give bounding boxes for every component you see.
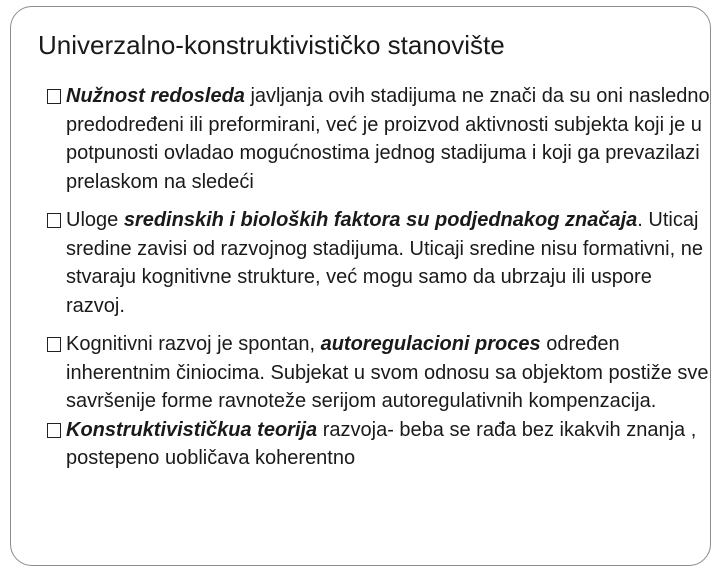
bullet-item [44,416,714,473]
bullet-item [44,206,714,320]
bullet-text: razvoja- beba se rađa bez ikakvih znanja , postepeno uobličava koherentno [66,418,697,469]
bullet-text-emphasis: sredinskih i bioloških faktora su podjednakog značaja [123,209,638,231]
bullet-text: određen inherentnim činiocima. Subjekat u svom odnosu sa objektom postiže sve savršenije forme ravnoteže serijom autoregulativnih kompenzacija. [66,333,709,412]
checkbox-bullet-icon [47,423,61,438]
bullet-item [44,82,714,196]
bullet-text: . Uticaj sredine zavisi od razvojnog stadijuma. Uticaji sredine nisu formativni, ne stvaraju kognitivne strukture, već mogu samo da ubrzaju ili uspore razvoj. [66,209,703,317]
bullet-text-emphasis: Konstruktivističkua teorija [66,418,318,441]
bullet-text: Kognitivni razvoj je spontan, [66,333,321,355]
checkbox-bullet-icon [47,337,61,352]
bullet-text: Uloge [66,209,124,231]
bullet-item [44,330,714,416]
bullet-text-emphasis: Nužnost redosleda [66,85,245,107]
checkbox-bullet-icon [47,89,61,104]
slide-content [44,82,714,473]
bullet-text-emphasis: autoregulacioni proces [320,333,541,355]
checkbox-bullet-icon [47,213,61,228]
slide-title: Univerzalno-konstruktivističko stanovište [38,30,505,60]
bullet-text: javljanja ovih stadijuma ne znači da su oni nasledno predodređeni ili preformirani, već je proizvod aktivnosti subjekta koji je u potpunosti ovladao mogućnostima jednog stadijuma i koji ga prevazilazi prelaskom na sledeći [66,85,710,193]
